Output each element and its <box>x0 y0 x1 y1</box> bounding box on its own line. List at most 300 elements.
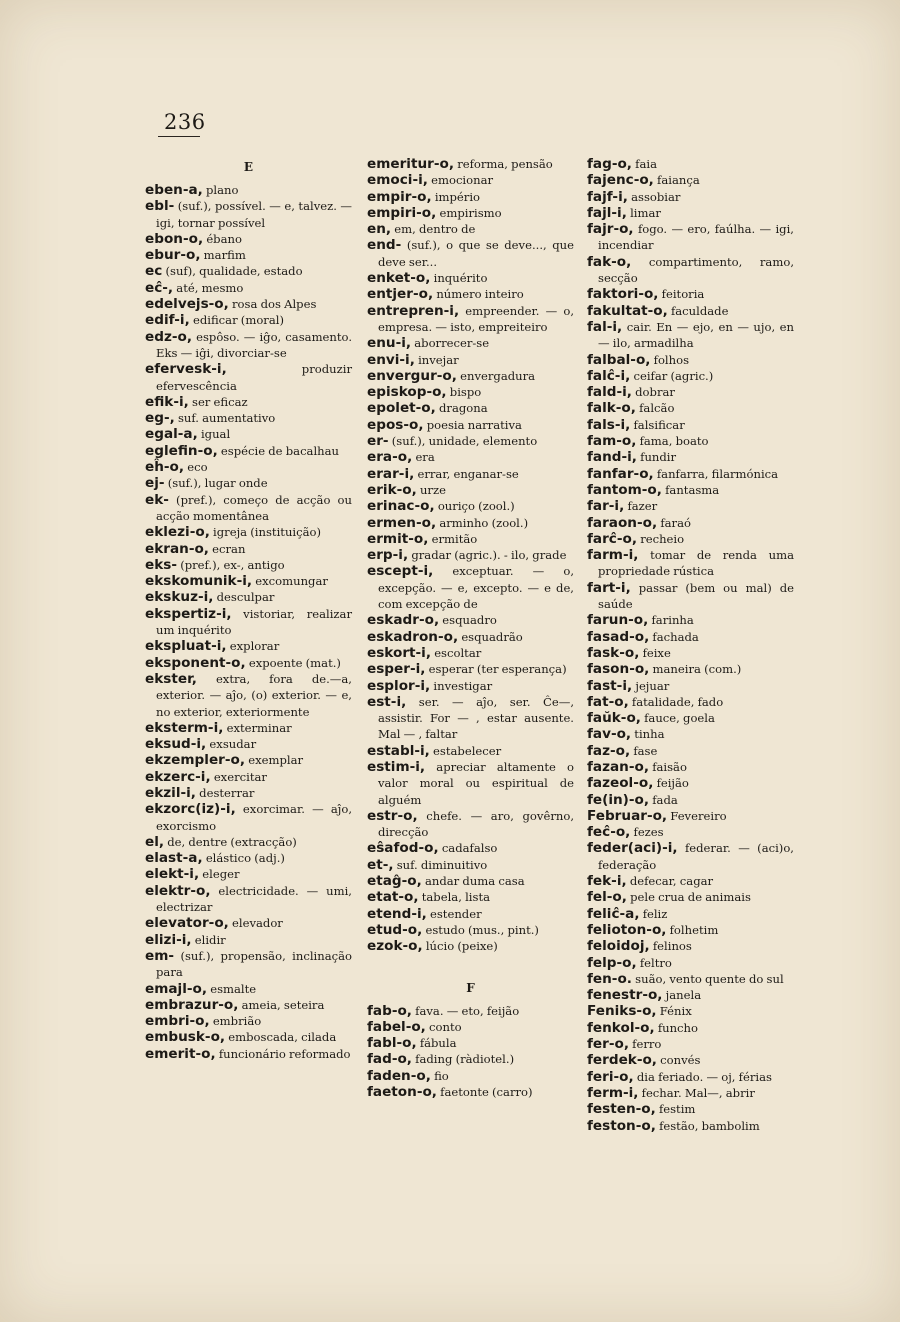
entry-headword: feloidoj, <box>587 938 650 955</box>
entry-definition: fanfarra, filarmónica <box>656 466 779 481</box>
entry-headword: felp-o, <box>587 954 637 971</box>
dictionary-entry <box>367 889 574 905</box>
entry-definition: estabelecer <box>433 743 502 758</box>
entry-headword: Februar-o, <box>587 807 668 824</box>
dictionary-column-2 <box>367 156 574 1100</box>
entry-definition: esquadro <box>442 613 497 628</box>
entry-definition: fava. — eto, feijão <box>415 1003 520 1018</box>
dictionary-entry <box>587 759 794 775</box>
dictionary-entry <box>367 221 574 237</box>
dictionary-entry <box>145 736 352 752</box>
dictionary-entry <box>587 775 794 791</box>
dictionary-entry <box>587 531 794 547</box>
dictionary-entry <box>367 384 574 400</box>
dictionary-entry <box>587 840 794 873</box>
dictionary-entry <box>587 417 794 433</box>
entry-headword: era-o, <box>367 449 413 466</box>
entry-definition: exemplar <box>248 753 304 768</box>
entry-headword: fenestr-o, <box>587 987 663 1004</box>
entry-headword: faden-o, <box>367 1067 431 1084</box>
entry-definition: defecar, cagar <box>629 874 714 889</box>
dictionary-entry <box>367 1003 574 1019</box>
dictionary-entry <box>367 1084 574 1100</box>
entry-headword: farm-i, <box>587 547 639 564</box>
entry-definition: faculdade <box>670 303 729 318</box>
entry-definition: embrião <box>212 1014 262 1029</box>
entry-headword: eksponent-o, <box>145 654 246 671</box>
entry-headword: far-i, <box>587 498 625 515</box>
dictionary-entry <box>587 661 794 677</box>
dictionary-entry <box>367 417 574 433</box>
dictionary-entry <box>145 655 352 671</box>
entry-definition: felinos <box>652 939 692 954</box>
entry-definition: (suf.), propensão, inclinação para <box>156 948 353 980</box>
dictionary-entry <box>145 1046 352 1062</box>
entry-definition: rosa dos Alpes <box>232 297 317 312</box>
entry-headword: eskort-i, <box>367 644 431 661</box>
entry-headword: fak-o, <box>587 253 632 270</box>
dictionary-entry <box>587 189 794 205</box>
entry-headword: erar-i, <box>367 465 415 482</box>
entry-definition: falsificar <box>633 417 685 432</box>
entry-headword: etend-i, <box>367 905 427 922</box>
entry-headword: falĉ-i, <box>587 367 631 384</box>
entry-definition: exorcimar. — aĵo, exorcismo <box>156 802 352 833</box>
dictionary-entry <box>145 589 352 605</box>
entry-definition: compartimento, ramo, secção <box>598 254 794 286</box>
entry-definition: tomar de renda uma propriedade rústica <box>598 548 794 579</box>
entry-definition: poesia narrativa <box>426 417 522 432</box>
entry-definition: fantasma <box>665 482 720 497</box>
dictionary-entry <box>145 296 352 312</box>
entry-headword: ezok-o, <box>367 938 423 955</box>
entry-headword: el, <box>145 833 165 850</box>
entry-definition: de, dentre (extracção) <box>167 834 297 849</box>
dictionary-entry <box>367 498 574 514</box>
entry-definition: faetonte (carro) <box>440 1085 533 1100</box>
entry-definition: ser. — aĵo, ser. Ĉe—, assistir. For — , estar ausente. Mal — , faltar <box>378 694 574 742</box>
entry-definition: império <box>434 189 481 204</box>
entry-headword: elast-a, <box>145 850 203 867</box>
dictionary-entry <box>367 237 574 270</box>
entry-definition: ferro <box>632 1037 662 1052</box>
entry-definition: espôso. — iĝo, casamento. Eks — iĝi, divorciar-se <box>156 329 353 360</box>
dictionary-entry <box>145 752 352 768</box>
entry-headword: elizi-i, <box>145 931 192 948</box>
entry-headword: edif-i, <box>145 312 190 329</box>
entry-definition: extra, fora de.—a, exterior. — aĵo, (o) exterior. — e, no exterior, exteriormente <box>156 671 352 719</box>
entry-definition: igreja (instituição) <box>213 525 322 540</box>
section-letter-heading: E <box>243 160 254 174</box>
dictionary-entry <box>587 384 794 400</box>
entry-headword: ermit-o, <box>367 530 429 547</box>
entry-definition: funcho <box>657 1020 698 1035</box>
entry-headword: eĥ-o, <box>145 459 185 476</box>
entry-headword: fals-i, <box>587 416 631 433</box>
entry-headword: feder(aci)-i, <box>587 840 678 857</box>
entry-headword: et-, <box>367 856 394 873</box>
dictionary-entry <box>587 1003 794 1019</box>
dictionary-entry <box>145 769 352 785</box>
dictionary-entry <box>587 694 794 710</box>
entry-definition: folhos <box>653 352 690 367</box>
entry-headword: fakultat-o, <box>587 302 668 319</box>
entry-definition: faia <box>635 157 657 171</box>
entry-definition: bispo <box>449 385 482 400</box>
dictionary-entry <box>587 1118 794 1134</box>
dictionary-entry <box>145 312 352 328</box>
entry-definition: feijão <box>656 776 689 791</box>
dictionary-entry <box>587 498 794 514</box>
dictionary-entry <box>587 482 794 498</box>
entry-definition: fada <box>652 792 678 807</box>
entry-headword: fen-o. <box>587 970 632 987</box>
dictionary-entry <box>587 955 794 971</box>
entry-headword: enu-i, <box>367 335 412 352</box>
entry-definition: edificar (moral) <box>192 313 284 328</box>
entry-headword: fason-o, <box>587 661 650 678</box>
entry-headword: embri-o, <box>145 1013 210 1030</box>
dictionary-entry <box>587 580 794 613</box>
entry-headword: ekzerc-i, <box>145 768 211 785</box>
dictionary-entry <box>145 231 352 247</box>
dictionary-entry <box>145 573 352 589</box>
dictionary-entry <box>587 971 794 987</box>
dictionary-entry <box>587 156 794 172</box>
dictionary-entry <box>587 678 794 694</box>
dictionary-entry <box>145 606 352 639</box>
entry-definition: janela <box>665 988 702 1003</box>
entry-definition: fundir <box>640 450 677 465</box>
entry-headword: fav-o, <box>587 726 632 743</box>
entry-headword: eglefin-o, <box>145 442 218 459</box>
entry-headword: ebl- <box>145 198 175 215</box>
entry-definition: até, mesmo <box>176 280 244 295</box>
entry-headword: epos-o, <box>367 416 424 433</box>
entry-headword: festen-o, <box>587 1101 656 1118</box>
entry-headword: est-i, <box>367 693 407 710</box>
entry-definition: gradar (agric.). - ilo, grade <box>411 548 567 563</box>
entry-headword: ek- <box>145 491 169 508</box>
entry-headword: ekskuz-i, <box>145 589 214 606</box>
dictionary-entry <box>367 808 574 841</box>
entry-headword: fazeol-o, <box>587 775 654 792</box>
entry-headword: elekt-i, <box>145 866 200 883</box>
entry-headword: elevator-o, <box>145 915 229 932</box>
dictionary-entry <box>367 515 574 531</box>
entry-definition: elidir <box>194 932 226 947</box>
dictionary-entry <box>587 466 794 482</box>
dictionary-entry <box>367 1068 574 1084</box>
entry-definition: pele crua de animais <box>630 890 751 905</box>
entry-headword: ebon-o, <box>145 230 204 247</box>
dictionary-entry <box>367 466 574 482</box>
entry-headword: efervesk-i, <box>145 361 227 378</box>
entry-headword: felioton-o, <box>587 921 667 938</box>
entry-definition: (pref.), começo de acção ou acção momentânea <box>156 492 353 523</box>
entry-definition: feltro <box>639 955 672 970</box>
entry-definition: envergadura <box>460 368 536 383</box>
entry-definition: andar duma casa <box>424 874 525 889</box>
entry-headword: eksterm-i, <box>145 719 224 736</box>
entry-definition: Fevereiro <box>670 808 727 823</box>
entry-definition: fogo. — ero, faúlha. — igi, incendiar <box>598 222 794 253</box>
entry-definition: escoltar <box>434 645 482 660</box>
entry-headword: fand-i, <box>587 449 637 466</box>
entry-headword: fazan-o, <box>587 758 649 775</box>
dictionary-entry <box>367 205 574 221</box>
entry-headword: faz-o, <box>587 742 631 759</box>
dictionary-entry <box>367 1051 574 1067</box>
dictionary-entry <box>145 915 352 931</box>
entry-headword: fajf-i, <box>587 188 628 205</box>
entry-definition: dia feriado. — oj, férias <box>636 1069 772 1084</box>
entry-headword: fabel-o, <box>367 1018 426 1035</box>
entry-definition: fezes <box>633 825 664 840</box>
entry-definition: funcionário reformado <box>218 1046 351 1061</box>
entry-headword: empir-o, <box>367 188 432 205</box>
entry-definition: fading (ràdiotel.) <box>415 1052 515 1067</box>
dictionary-entry <box>145 801 352 834</box>
dictionary-entry <box>145 280 352 296</box>
dictionary-entry <box>367 531 574 547</box>
entry-definition: exterminar <box>226 720 292 735</box>
dictionary-entry <box>145 426 352 442</box>
dictionary-entry <box>367 156 574 172</box>
entry-definition: folhetim <box>669 922 719 937</box>
dictionary-entry <box>367 368 574 384</box>
entry-definition: festão, bambolim <box>659 1118 760 1133</box>
dictionary-entry <box>145 524 352 540</box>
entry-definition: suão, vento quente do sul <box>635 971 784 986</box>
entry-definition: (suf.), lugar onde <box>167 476 268 491</box>
entry-definition: ceifar (agric.) <box>633 368 714 383</box>
entry-headword: fajr-o, <box>587 221 634 238</box>
entry-definition: errar, enganar-se <box>417 466 519 481</box>
dictionary-entry <box>145 443 352 459</box>
entry-headword: entrepren-i, <box>367 302 460 319</box>
dictionary-entry <box>367 1035 574 1051</box>
entry-definition: (suf.), possível. — e, talvez. — igi, tornar possível <box>156 199 352 230</box>
entry-definition: suf. diminuitivo <box>396 857 488 872</box>
entry-definition: ser eficaz <box>192 394 248 409</box>
dictionary-entry <box>587 319 794 352</box>
dictionary-entry <box>367 857 574 873</box>
entry-headword: fabl-o, <box>367 1035 417 1052</box>
dictionary-entry <box>367 335 574 351</box>
entry-headword: ekzil-i, <box>145 784 196 801</box>
dictionary-entry <box>587 352 794 368</box>
entry-definition: cadafalso <box>441 841 498 856</box>
dictionary-entry <box>367 694 574 743</box>
entry-headword: ekzorc(iz)-i, <box>145 801 236 818</box>
entry-definition: em, dentro de <box>394 222 476 237</box>
entry-definition: ameia, seteira <box>241 997 325 1012</box>
dictionary-entry <box>145 883 352 916</box>
dictionary-entry <box>587 824 794 840</box>
entry-definition: Fénix <box>659 1004 692 1019</box>
entry-headword: feĉ-o, <box>587 824 631 841</box>
entry-definition: aborrecer-se <box>414 336 490 351</box>
entry-headword: fast-i, <box>587 677 633 694</box>
dictionary-entry <box>145 785 352 801</box>
entry-headword: fek-i, <box>587 873 627 890</box>
dictionary-entry <box>367 759 574 808</box>
entry-definition: faiança <box>657 173 700 188</box>
entry-definition: espécie de bacalhau <box>220 443 340 458</box>
entry-definition: dobrar <box>635 385 675 400</box>
entry-definition: fama, boato <box>639 434 709 449</box>
dictionary-entry <box>587 1101 794 1117</box>
entry-definition: estender <box>430 906 482 921</box>
dictionary-entry <box>367 303 574 336</box>
dictionary-entry <box>587 873 794 889</box>
entry-definition: chefe. — aro, govêrno, direcção <box>378 808 575 840</box>
dictionary-entry <box>587 1085 794 1101</box>
dictionary-entry <box>367 938 574 954</box>
entry-definition: tinha <box>634 727 665 742</box>
entry-headword: falbal-o, <box>587 351 651 368</box>
dictionary-entry <box>145 638 352 654</box>
dictionary-entry <box>145 948 352 981</box>
entry-headword: eksud-i, <box>145 736 207 753</box>
entry-definition: ermitão <box>431 531 478 546</box>
entry-definition: esmalte <box>210 981 257 996</box>
entry-headword: fab-o, <box>367 1002 412 1019</box>
entry-definition: fachada <box>652 629 699 644</box>
entry-definition: faraó <box>660 515 691 530</box>
entry-headword: eŝafod-o, <box>367 840 439 857</box>
entry-headword: fag-o, <box>587 156 632 172</box>
entry-headword: eklezi-o, <box>145 524 210 541</box>
entry-definition: explorar <box>229 639 280 654</box>
entry-headword: er- <box>367 433 389 450</box>
dictionary-entry <box>145 541 352 557</box>
dictionary-entry <box>587 889 794 905</box>
entry-headword: egal-a, <box>145 426 198 443</box>
entry-headword: epolet-o, <box>367 400 436 417</box>
entry-headword: envergur-o, <box>367 367 457 384</box>
entry-definition: maneira (com.) <box>652 662 742 677</box>
dictionary-entry <box>587 808 794 824</box>
entry-definition: produzir efervescência <box>156 362 352 393</box>
entry-headword: fe(in)-o, <box>587 791 650 808</box>
entry-headword: fasad-o, <box>587 628 650 645</box>
entry-headword: eks- <box>145 556 177 573</box>
entry-definition: ouriço (zool.) <box>437 499 515 514</box>
dictionary-entry <box>367 922 574 938</box>
dictionary-entry <box>367 189 574 205</box>
entry-definition: marfim <box>203 248 246 263</box>
entry-headword: fanfar-o, <box>587 465 654 482</box>
entry-headword: edz-o, <box>145 328 193 345</box>
entry-headword: farun-o, <box>587 612 649 629</box>
entry-headword: emoci-i, <box>367 172 428 189</box>
dictionary-entry <box>587 612 794 628</box>
dictionary-entry <box>145 329 352 362</box>
dictionary-entry <box>367 449 574 465</box>
dictionary-entry <box>145 850 352 866</box>
entry-headword: envi-i, <box>367 351 415 368</box>
entry-definition: convés <box>660 1053 701 1068</box>
entry-definition: estudo (mus., pint.) <box>425 922 539 937</box>
entry-headword: ekspluat-i, <box>145 638 227 655</box>
dictionary-entry <box>587 286 794 302</box>
entry-definition: apreciar altamente o valor moral ou espiritual de alguém <box>378 759 575 807</box>
entry-definition: feliz <box>642 906 668 921</box>
dictionary-entry <box>587 547 794 580</box>
entry-headword: eskadr-o, <box>367 612 440 629</box>
entry-headword: eskadron-o, <box>367 628 459 645</box>
entry-definition: arminho (zool.) <box>439 515 529 530</box>
dictionary-entry <box>587 449 794 465</box>
entry-headword: erik-o, <box>367 481 417 498</box>
dictionary-entry <box>367 286 574 302</box>
dictionary-entry <box>367 172 574 188</box>
entry-definition: fábula <box>419 1036 457 1051</box>
entry-headword: em- <box>145 947 175 964</box>
entry-headword: en, <box>367 221 392 238</box>
entry-definition: fase <box>633 743 658 758</box>
entry-definition: fauce, goela <box>644 711 715 726</box>
entry-headword: entjer-o, <box>367 286 434 303</box>
entry-headword: eg-, <box>145 410 175 427</box>
entry-headword: feliĉ-a, <box>587 905 640 922</box>
entry-headword: ekster, <box>145 670 197 687</box>
dictionary-entry <box>145 459 352 475</box>
dictionary-entry <box>587 400 794 416</box>
entry-definition: falcão <box>639 401 675 416</box>
page-number-rule <box>158 136 200 137</box>
entry-headword: ekzempler-o, <box>145 752 246 769</box>
entry-definition: plano <box>206 183 239 197</box>
entry-headword: emajl-o, <box>145 980 208 997</box>
entry-headword: ekran-o, <box>145 540 209 557</box>
entry-headword: ec <box>145 263 163 280</box>
entry-definition: empreender. — o, empresa. — isto, empreiteiro <box>378 303 574 334</box>
dictionary-entry <box>587 645 794 661</box>
entry-definition: elevador <box>232 916 283 931</box>
dictionary-entry <box>145 247 352 263</box>
entry-headword: faktori-o, <box>587 286 659 303</box>
dictionary-entry <box>145 182 352 198</box>
entry-definition: ébano <box>206 231 242 246</box>
entry-definition: inquérito <box>433 271 488 286</box>
entry-headword: fat-o, <box>587 693 629 710</box>
dictionary-entry <box>145 1013 352 1029</box>
entry-definition: recheio <box>640 531 685 546</box>
entry-headword: Feniks-o, <box>587 1003 657 1020</box>
entry-headword: fam-o, <box>587 433 637 450</box>
entry-definition: lúcio (peixe) <box>425 939 498 954</box>
dictionary-entry <box>587 254 794 287</box>
dictionary-entry <box>367 433 574 449</box>
entry-headword: fajenc-o, <box>587 172 654 189</box>
dictionary-entry <box>367 873 574 889</box>
entry-headword: feri-o, <box>587 1068 634 1085</box>
dictionary-entry <box>367 563 574 612</box>
entry-headword: etaĝ-o, <box>367 873 422 890</box>
entry-definition: eco <box>187 460 208 475</box>
entry-headword: enket-o, <box>367 270 431 287</box>
entry-definition: expoente (mat.) <box>248 655 341 670</box>
page-number: 236 <box>164 110 206 134</box>
entry-headword: esplor-i, <box>367 677 431 694</box>
entry-headword: fantom-o, <box>587 481 662 498</box>
entry-definition: emocionar <box>431 173 494 188</box>
entry-headword: fer-o, <box>587 1036 629 1053</box>
dictionary-entry <box>145 671 352 720</box>
